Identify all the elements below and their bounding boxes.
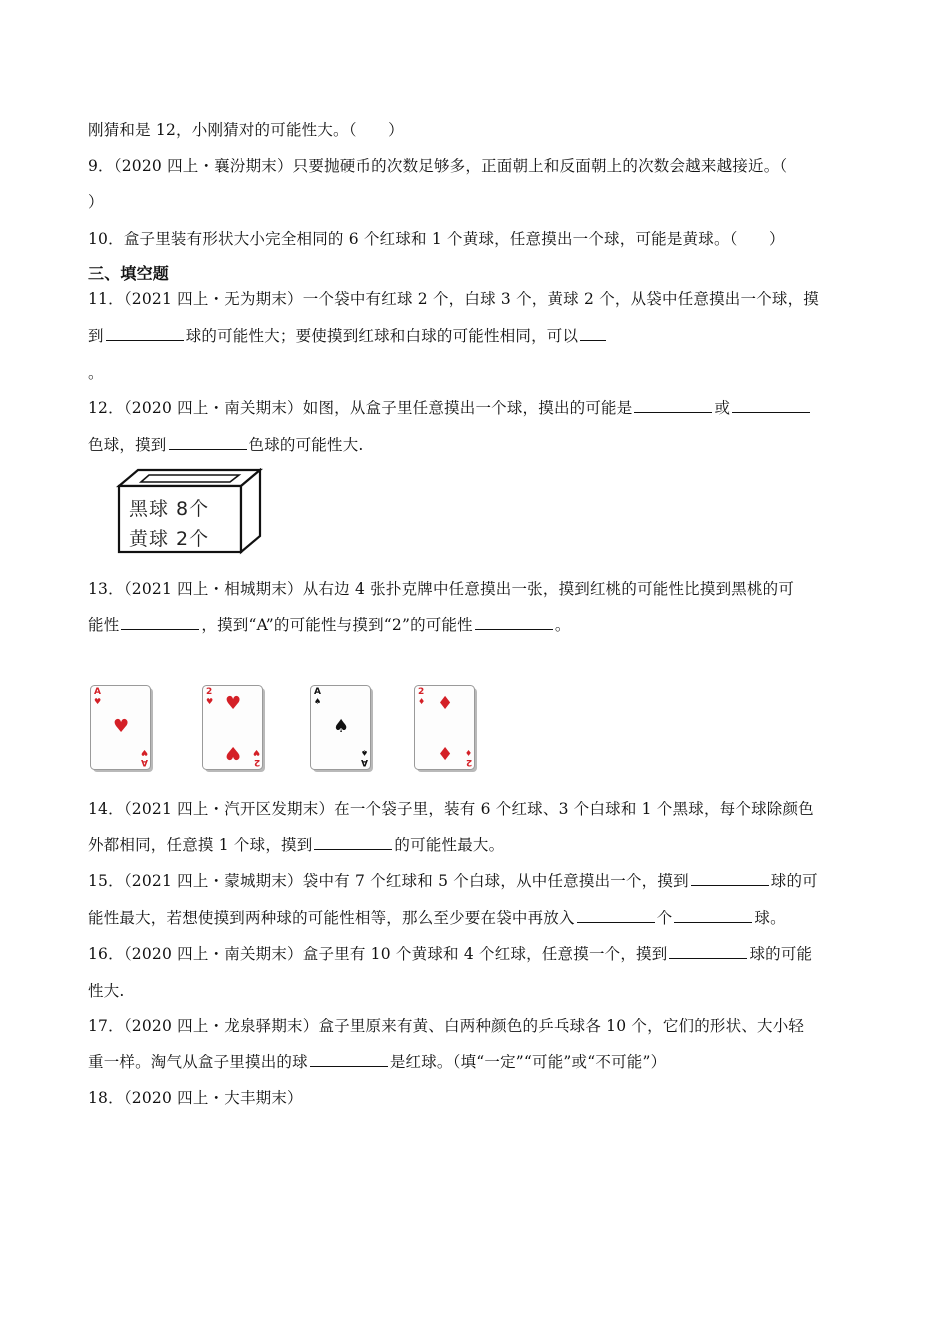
q15-line2 xyxy=(88,906,786,928)
q15-text-a: 15．（2021 四上・蒙城期末）袋中有 7 个红球和 5 个白球，从中任意摸出一个，摸到 xyxy=(88,872,689,890)
q12-text-c: 色球，摸到 xyxy=(88,436,167,454)
q11-line3: 。 xyxy=(88,364,104,382)
q14-text-b: 的可能性最大。 xyxy=(394,836,505,854)
card-rank-top: A xyxy=(314,687,321,697)
card-pip-icon: ♠ xyxy=(333,716,350,737)
card-suit-small-icon: ♦ xyxy=(464,748,472,757)
q14-text-a: 外都相同，任意摸 1 个球，摸到 xyxy=(88,836,313,854)
answer-blank[interactable] xyxy=(674,907,752,923)
q18-text: 18．（2020 四上・大丰期末） xyxy=(88,1089,303,1107)
q16-text-b: 球的可能 xyxy=(749,945,813,963)
q15-text-e: 球。 xyxy=(754,909,786,927)
playing-cards-figure xyxy=(90,685,490,780)
q9-line1: 9．（2020 四上・襄汾期末）只要抛硬币的次数足够多，正面朝上和反面朝上的次数会越来越接近。（ xyxy=(88,157,788,175)
box-label-yellow: 黄球 2个 xyxy=(129,528,210,550)
card-suit-small-icon: ♠ xyxy=(314,697,322,706)
q11-text-a: 到 xyxy=(88,327,104,345)
q15-text-d: 个 xyxy=(656,909,673,927)
q17-text-a: 重一样。淘气从盒子里摸出的球 xyxy=(88,1053,308,1071)
card-rank-bottom: A xyxy=(361,757,368,767)
card-suit-small-icon: ♦ xyxy=(418,697,426,706)
q11-text-b: 球的可能性大；要使摸到红球和白球的可能性相同，可以 xyxy=(185,327,579,345)
q13-text-c: 。 xyxy=(554,616,571,634)
answer-blank[interactable] xyxy=(121,614,199,630)
answer-blank[interactable] xyxy=(691,870,769,886)
answer-blank[interactable] xyxy=(732,397,810,413)
q13-text-b: ，摸到“A”的可能性与摸到“2”的可能性 xyxy=(201,616,473,634)
q17-line1: 17．（2020 四上・龙泉驿期末）盒子里原来有黄、白两种颜色的乒乓球各 10 个，它们的形状、大小轻 xyxy=(88,1017,805,1035)
q12-line1 xyxy=(88,396,812,418)
q10-text: 10．盒子里装有形状大小完全相同的 6 个红球和 1 个黄球，任意摸出一个球，可能是黄球。（ ） xyxy=(88,230,785,248)
q16-line2: 性大. xyxy=(88,982,125,1000)
card-suit-small-icon: ♥ xyxy=(252,748,260,757)
q16-text-a: 16．（2020 四上・南关期末）盒子里有 10 个黄球和 4 个红球，任意摸一个，摸到 xyxy=(88,945,668,963)
q17-line2 xyxy=(88,1050,666,1072)
card-suit-small-icon: ♥ xyxy=(206,697,214,706)
q13-text-a: 能性 xyxy=(88,616,120,634)
playing-card xyxy=(310,685,374,773)
answer-blank[interactable] xyxy=(580,325,606,341)
answer-blank[interactable] xyxy=(475,614,553,630)
answer-blank[interactable] xyxy=(314,834,392,850)
q17-text-b: 是红球。（填“一定”“可能”或“不可能”） xyxy=(389,1053,667,1071)
card-suit-small-icon: ♥ xyxy=(140,748,148,757)
ball-box-figure xyxy=(116,468,266,560)
card-pip-icon: ♥ xyxy=(225,693,242,714)
card-pip-icon: ♦ xyxy=(437,742,454,763)
q12-text-a: 12．（2020 四上・南关期末）如图，从盒子里任意摸出一个球，摸出的可能是 xyxy=(88,399,633,417)
playing-card xyxy=(202,685,266,773)
playing-card xyxy=(414,685,478,773)
answer-blank[interactable] xyxy=(169,434,247,450)
q9-line2: ） xyxy=(88,193,104,211)
q15-line1 xyxy=(88,869,818,891)
card-rank-bottom: 2 xyxy=(253,757,260,767)
q14-line2 xyxy=(88,833,504,855)
section-title: 三、填空题 xyxy=(88,264,170,283)
card-rank-bottom: 2 xyxy=(465,757,472,767)
answer-blank[interactable] xyxy=(634,397,712,413)
q14-line1: 14．（2021 四上・汽开区发期末）在一个袋子里，装有 6 个红球、3 个白球和 1 个黑球，每个球除颜色 xyxy=(88,800,814,818)
answer-blank[interactable] xyxy=(310,1051,388,1067)
card-pip-icon: ♥ xyxy=(113,716,130,737)
q8-tail: 刚猜和是 12，小刚猜对的可能性大。（ ） xyxy=(88,121,404,139)
answer-blank[interactable] xyxy=(669,943,747,959)
card-rank-top: 2 xyxy=(206,687,213,697)
card-rank-bottom: A xyxy=(141,757,148,767)
card-rank-top: A xyxy=(94,687,101,697)
card-suit-small-icon: ♥ xyxy=(94,697,102,706)
playing-card xyxy=(90,685,154,773)
q11-line2 xyxy=(88,324,608,346)
card-pip-icon: ♦ xyxy=(437,693,454,714)
q12-line2 xyxy=(88,433,364,455)
answer-blank[interactable] xyxy=(106,325,184,341)
q15-text-c: 能性最大，若想使摸到两种球的可能性相等，那么至少要在袋中再放入 xyxy=(88,909,575,927)
q12-text-d: 色球的可能性大. xyxy=(248,436,364,454)
box-label-black: 黑球 8个 xyxy=(129,498,210,520)
q12-text-b: 或 xyxy=(714,399,731,417)
q13-line2 xyxy=(88,613,571,635)
q15-text-b: 球的可 xyxy=(770,872,818,890)
card-suit-small-icon: ♠ xyxy=(360,748,368,757)
card-rank-top: 2 xyxy=(418,687,425,697)
answer-blank[interactable] xyxy=(577,907,655,923)
q16-line1 xyxy=(88,942,812,964)
card-pip-icon: ♥ xyxy=(225,742,242,763)
q11-line1: 11．（2021 四上・无为期末）一个袋中有红球 2 个，白球 3 个，黄球 2 个，从袋中任意摸出一个球，摸 xyxy=(88,290,819,308)
q13-line1: 13．（2021 四上・相城期末）从右边 4 张扑克牌中任意摸出一张，摸到红桃的可能性比摸到黑桃的可 xyxy=(88,580,795,598)
